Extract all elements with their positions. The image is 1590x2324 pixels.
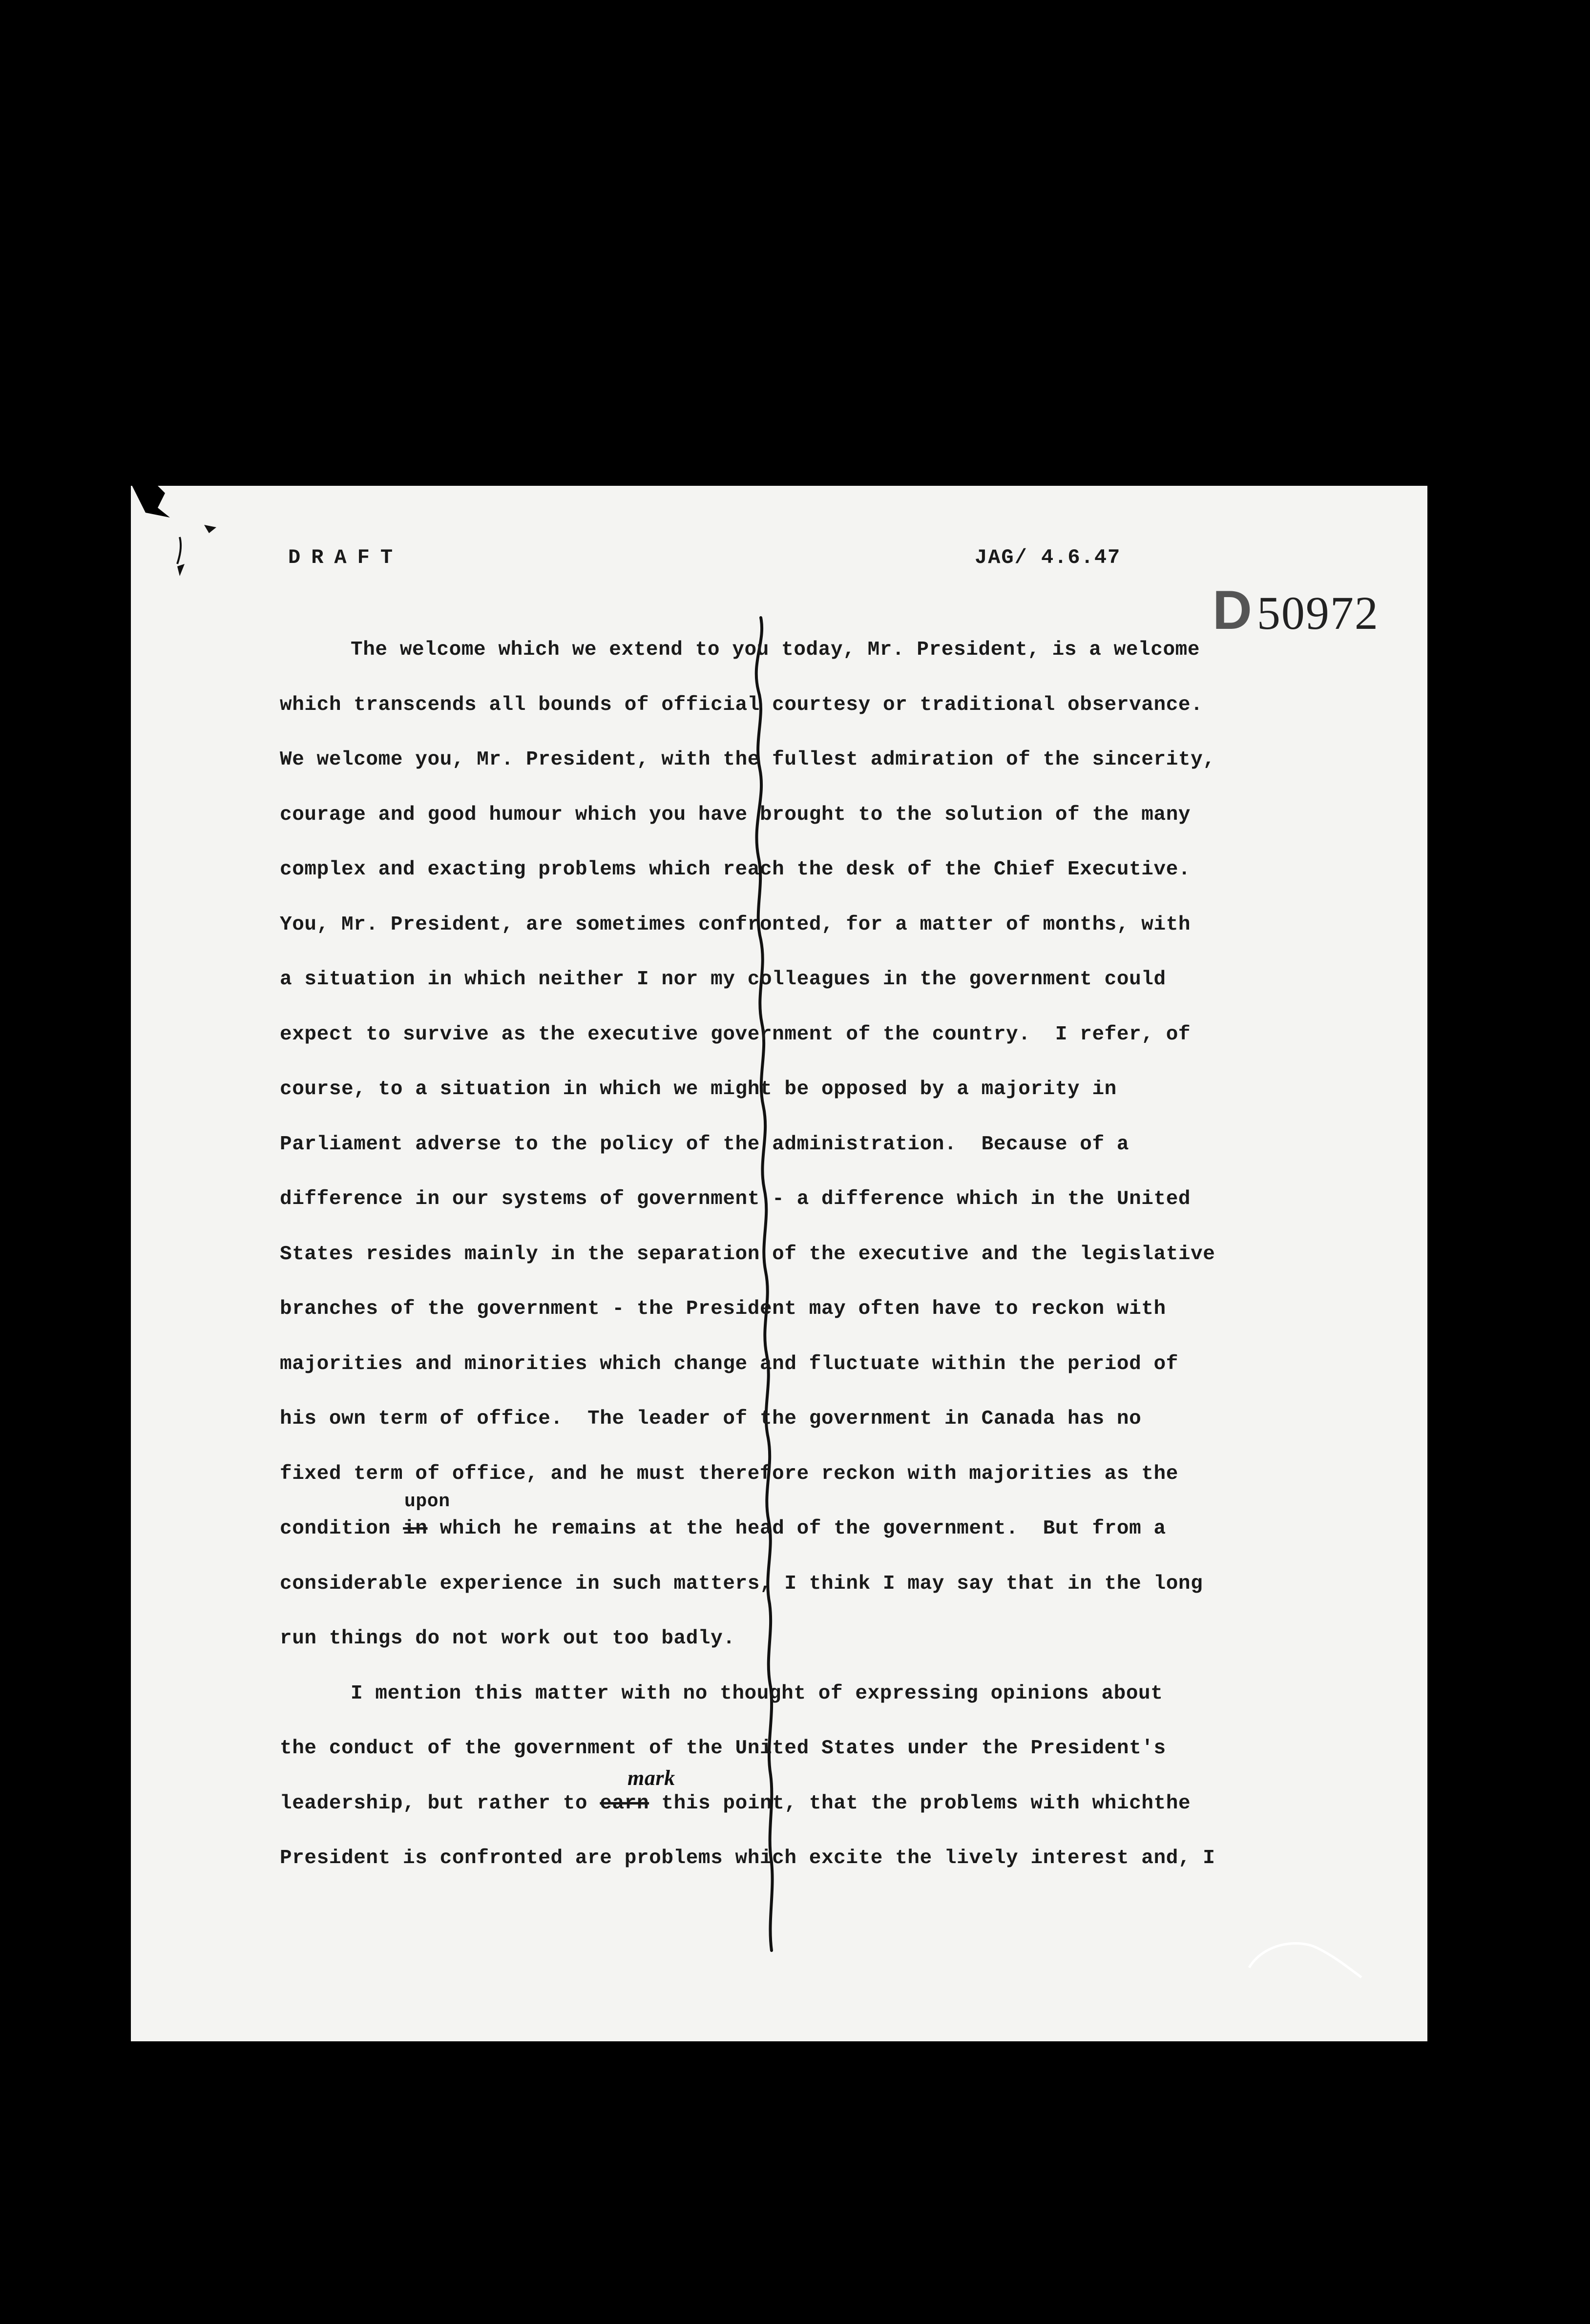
text-line: We welcome you, Mr. President, with the fullest admiration of the sincerity,	[280, 748, 1215, 771]
text-line: which transcends all bounds of official courtesy or traditional observance.	[280, 693, 1203, 716]
text-line: run things do not work out too badly.	[280, 1627, 735, 1650]
text-line: Parliament adverse to the policy of the administration. Because of a	[280, 1133, 1130, 1156]
text-line: his own term of office. The leader of the government in Canada has no	[280, 1408, 1142, 1430]
text-line: The welcome which we extend to you today, Mr. President, is a welcome	[351, 639, 1200, 661]
text-fragment: which he remains at the head of the government. But from a	[439, 1517, 1166, 1540]
document-number: 50972	[1256, 587, 1379, 639]
text-fragment: leadership, but rather to	[280, 1792, 588, 1815]
text-line: branches of the government - the President may often have to reckon with	[280, 1298, 1166, 1320]
text-line: course, to a situation in which we might be opposed by a majority in	[280, 1078, 1117, 1100]
letter-body	[280, 622, 1413, 1886]
text-line: the conduct of the government of the United States under the President's	[280, 1737, 1166, 1760]
struck-word: in	[403, 1517, 428, 1540]
text-fragment: condition	[280, 1517, 391, 1540]
text-line: complex and exacting problems which reach the desk of the Chief Executive.	[280, 858, 1191, 881]
document-number-prefix: D	[1213, 580, 1253, 641]
text-line: I mention this matter with no thought of expressing opinions about	[351, 1682, 1163, 1705]
interlinear-insertion: upon	[404, 1491, 450, 1512]
text-line: courage and good humour which you have brought to the solution of the many	[280, 803, 1191, 826]
text-line: President is confronted are problems which excite the lively interest and, I	[280, 1847, 1215, 1869]
text-line: a situation in which neither I nor my colleagues in the government could	[280, 968, 1166, 991]
text-line: States resides mainly in the separation of the executive and the legislative	[280, 1243, 1215, 1266]
text-line: You, Mr. President, are sometimes confronted, for a matter of months, with	[280, 913, 1191, 936]
reference-label: JAG/ 4.6.47	[975, 546, 1121, 569]
text-line: majorities and minorities which change and fluctuate within the period of	[280, 1352, 1178, 1375]
text-line: considerable experience in such matters, I think I may say that in the long	[280, 1572, 1203, 1595]
document-page	[131, 486, 1427, 2041]
text-line: expect to survive as the executive government of the country. I refer, of	[280, 1023, 1191, 1046]
text-fragment: this point, that the problems with whichthe	[661, 1792, 1191, 1815]
text-line-with-correction	[280, 1765, 1413, 1831]
handwritten-insertion: mark	[628, 1765, 675, 1790]
struck-word: earn	[600, 1792, 649, 1815]
text-line: difference in our systems of government - a difference which in the United	[280, 1188, 1191, 1210]
document-header	[131, 546, 1427, 580]
paper-crease-mark	[1244, 1929, 1371, 1987]
text-line-with-correction	[280, 1491, 1413, 1556]
text-line: fixed term of office, and he must therefore reckon with majorities as the	[280, 1462, 1178, 1485]
torn-corner-mark	[131, 478, 229, 605]
draft-label: DRAFT	[288, 546, 404, 569]
